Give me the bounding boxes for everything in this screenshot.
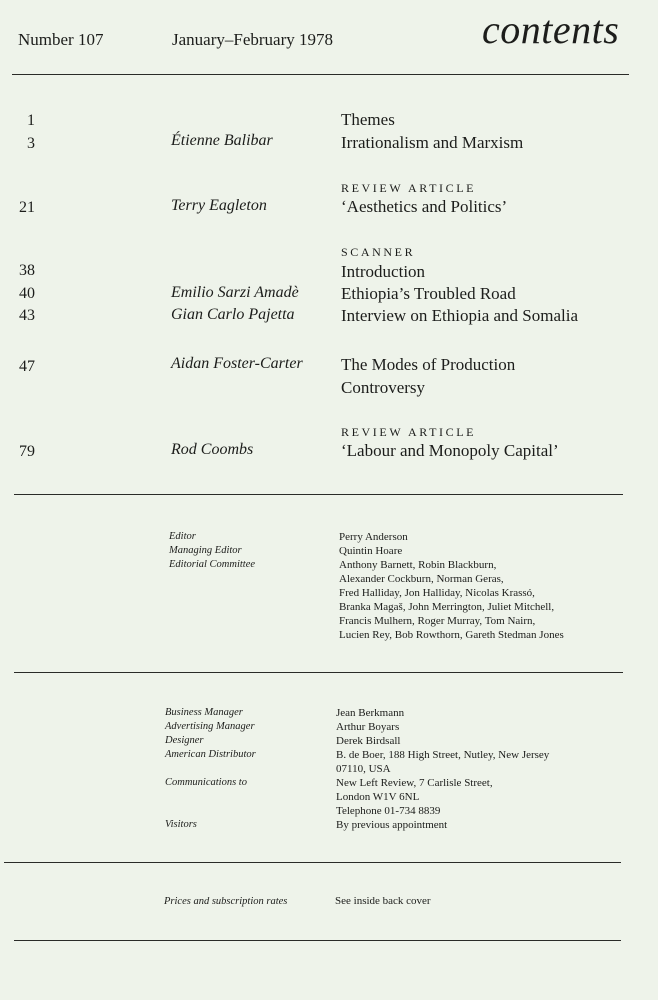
business-value: Derek Birdsall bbox=[336, 735, 401, 747]
business-label: Advertising Manager bbox=[165, 721, 255, 732]
toc-page-number: 21 bbox=[19, 199, 35, 216]
prices-value: See inside back cover bbox=[335, 895, 431, 907]
footer-rule bbox=[14, 940, 621, 941]
business-value: London W1V 6NL bbox=[336, 791, 420, 803]
toc-page-number: 47 bbox=[19, 358, 35, 375]
section-rule bbox=[14, 672, 623, 673]
issue-date: January–February 1978 bbox=[172, 30, 333, 49]
business-label: American Distributor bbox=[165, 749, 256, 760]
toc-title: Irrationalism and Marxism bbox=[341, 133, 524, 152]
toc-title-continued: Controversy bbox=[341, 378, 426, 397]
toc-title: ‘Aesthetics and Politics’ bbox=[341, 197, 508, 216]
toc-author: Étienne Balibar bbox=[171, 132, 273, 149]
editorial-value: Francis Mulhern, Roger Murray, Tom Nairn, bbox=[339, 615, 536, 627]
business-value: Jean Berkmann bbox=[336, 707, 405, 719]
section-rule bbox=[4, 862, 621, 863]
business-value: Telephone 01-734 8839 bbox=[336, 805, 441, 817]
toc-author: Gian Carlo Pajetta bbox=[171, 306, 295, 323]
business-value: B. de Boer, 188 High Street, Nutley, New Jersey bbox=[336, 749, 550, 761]
editorial-label: Editor bbox=[169, 531, 196, 542]
editorial-value: Lucien Rey, Bob Rowthorn, Gareth Stedman Jones bbox=[339, 629, 564, 641]
business-values bbox=[336, 706, 549, 832]
toc-kicker: SCANNER bbox=[341, 245, 416, 259]
editorial-value: Perry Anderson bbox=[339, 531, 408, 543]
toc-page-number: 79 bbox=[19, 443, 35, 460]
toc-title: The Modes of Production bbox=[341, 355, 516, 374]
editorial-label: Managing Editor bbox=[169, 545, 242, 556]
business-label: Communications to bbox=[165, 777, 247, 788]
toc-title: Ethiopia’s Troubled Road bbox=[341, 284, 516, 303]
toc-page-number: 1 bbox=[27, 112, 35, 129]
business-label-spacer bbox=[165, 790, 256, 818]
business-label: Business Manager bbox=[165, 707, 243, 718]
toc-title: ‘Labour and Monopoly Capital’ bbox=[341, 441, 559, 460]
toc-page-number: 43 bbox=[19, 307, 35, 324]
business-value: Arthur Boyars bbox=[336, 721, 400, 733]
toc-title: Interview on Ethiopia and Somalia bbox=[341, 306, 578, 325]
business-value: By previous appointment bbox=[336, 819, 448, 831]
toc-title: Themes bbox=[341, 110, 395, 129]
editorial-value: Branka Magaš, John Merrington, Juliet Mitchell, bbox=[339, 601, 555, 613]
toc-kicker: REVIEW ARTICLE bbox=[341, 181, 477, 195]
masthead-title: contents bbox=[482, 7, 620, 52]
editorial-value: Alexander Cockburn, Norman Geras, bbox=[339, 573, 504, 585]
editorial-label: Editorial Committee bbox=[169, 559, 256, 570]
editorial-labels bbox=[169, 530, 255, 572]
toc-author: Aidan Foster-Carter bbox=[171, 355, 303, 372]
issue-number: Number 107 bbox=[18, 30, 104, 49]
prices-label: Prices and subscription rates bbox=[164, 896, 288, 907]
editorial-value: Quintin Hoare bbox=[339, 545, 403, 557]
editorial-values bbox=[339, 530, 564, 642]
toc-kicker: REVIEW ARTICLE bbox=[341, 425, 477, 439]
business-label: Visitors bbox=[165, 819, 197, 830]
toc-page-number: 40 bbox=[19, 285, 35, 302]
business-value: New Left Review, 7 Carlisle Street, bbox=[336, 777, 493, 789]
editorial-value: Anthony Barnett, Robin Blackburn, bbox=[339, 559, 497, 571]
toc-author: Rod Coombs bbox=[171, 441, 254, 458]
toc-page-number: 3 bbox=[27, 135, 35, 152]
editorial-value: Fred Halliday, Jon Halliday, Nicolas Krassó, bbox=[339, 587, 535, 599]
header-rule bbox=[12, 74, 629, 75]
toc-page-number: 38 bbox=[19, 262, 35, 279]
business-value: 07110, USA bbox=[336, 763, 391, 775]
section-rule bbox=[14, 494, 623, 495]
business-label: Designer bbox=[165, 735, 204, 746]
business-label-spacer bbox=[165, 762, 256, 776]
toc-title: Introduction bbox=[341, 262, 426, 281]
toc-author: Terry Eagleton bbox=[171, 197, 267, 214]
business-labels bbox=[165, 706, 256, 832]
toc-author: Emilio Sarzi Amadè bbox=[171, 284, 299, 301]
